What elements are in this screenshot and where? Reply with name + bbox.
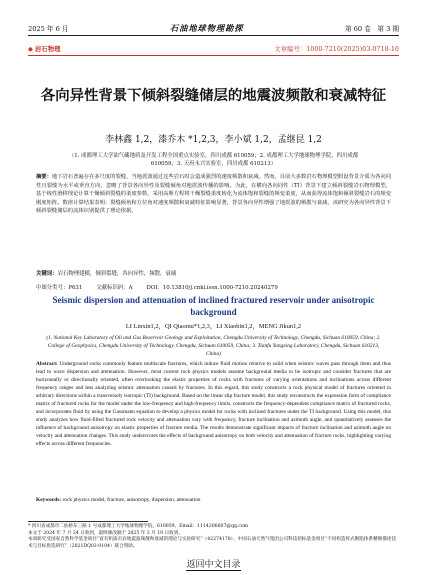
doi: DOI：10.13810/j.cnki.issn.1000-7210.20240279 xyxy=(146,285,278,291)
title-chinese: 各向异性背景下倾斜裂缝储层的地震波频散和衰减特征 xyxy=(40,87,387,104)
clc-number: 中图分类号：P631 xyxy=(36,285,83,291)
section-rule xyxy=(28,55,399,56)
issue-date: 2025 年 6 月 xyxy=(28,25,69,33)
authors-chinese: 李林鑫 1,2，漆乔木 *1,2,3，李小斌 1,2，孟继昆 1,2 xyxy=(105,135,322,145)
abstract-english: Abstract: Underground rocks commonly feature multiscale fractures, which induce fluid motion relative to solid when seismic waves pass through them and thus lead to wave dispersion and attenuation. However, most current rock physics models assume background media to be isotropic and consider fractures that are horizontally or directionally oriented, often overlooking the elastic properties of rocks with fractures of varying orientations and inclinations across different frequency ranges and less analyzing seismic attenuation caused by fractures. In this regard, this study constructs a rock physical model of fractures oriented in arbitrary directions within a transversely isotropic (TI) background. Based on the linear slip fracture model, this study reconstructs the expression form of compliance matrix of fractured rocks for the model under the low-frequency and high-frequency limits, constructs the frequency-dependent compliance matrix of fractured rocks, and incorporates fluid by using the Gassmann equation to develop a physics model for rocks with inclined fractures under the TI background. Using this model, this study analyzes how fluid-filled fractured rock velocity and attenuation vary with frequency, fracture inclination and azimuth angle, and quantitatively assesses the influence of background anisotropy on elastic properties of fracture media. The results demonstrate significant impacts of fracture inclination and azimuth angle on velocity and attenuation changes. This study underscores the effects of background anisotropy on both velocity and attenuation of fracture rocks, highlighting varying effects across different frequencies. xyxy=(36,361,391,448)
footnotes xyxy=(28,524,399,550)
section-bar xyxy=(28,44,399,53)
affiliations-english: (1. National Key Laboratory of Oil and Gas Reservoir Geology and Exploitation, Chengdu University of Technology, Chengdu, Sichuan 610059, China; 2. College of Geophysics, Chengdu University of Technology, Chengdu, Sichuan 610059, China; 3. Tianfu Yongxing Laboratory, Chengdu, Sichuan 610213, China) xyxy=(46,335,381,357)
abstract-label: 摘要： xyxy=(36,174,52,180)
journal-name: 石油地球物理勘探 xyxy=(169,22,244,33)
footnote-item: * 四川省成都市二仙桥东三路 1 号成都理工大学地球物理学院，610059。Email：1114206607@qq.com xyxy=(28,524,249,529)
header-rule xyxy=(28,35,399,36)
affiliations-chinese: （1. 成都理工大学油气藏地质及开发工程全国重点实验室，四川成都 610059；2. 成都理工大学地球物理学院，四川成都 610059；3. 天府永兴实验室，四川成都 610213） xyxy=(68,153,359,168)
authors-english: LI Linxin1,2，QI Qiaomu*1,2,3，LI Xiaobin1,2，MENG Jikun1,2 xyxy=(125,323,302,330)
article-number: 文章编号：1000-7210(2025)03-0718-10 xyxy=(274,45,399,53)
diamond-icon: ◆ xyxy=(28,45,33,53)
abstract-chinese xyxy=(36,173,391,216)
footnote-item: 本文于 2024 年 7 月 24 日收到，最终修改稿于 2025 年 3 月 19 日收到。 xyxy=(28,530,183,536)
volume-issue: 第 60 卷 第 3 期 xyxy=(345,25,399,33)
back-to-toc-link[interactable]: 返回中文目录 xyxy=(186,560,241,570)
keywords-english: Keywords: rock physics model, fracture, anisotropy, dispersion, attenuation xyxy=(36,497,201,503)
document-code: 文献标识码：A xyxy=(96,285,133,291)
footnote-rule xyxy=(28,521,148,522)
classification-line xyxy=(36,283,391,291)
back-to-toc[interactable] xyxy=(0,557,427,570)
running-header xyxy=(28,22,399,34)
title-english: Seismic dispersion and attenuation of inclined fractured reservoir under anisotropic background xyxy=(52,295,375,317)
abstract-text: 地下岩石普遍存在多尺度的裂缝，当地震波通过这些岩石时会造成强烈的速度频散和衰减。然而，目前大多数岩石物理模型假设背景介质为各向同性且裂缝为水平或垂直方向，忽略了背景各向异性及裂缝倾角对地震波传播的影响。为此，在横向各向同性（TI）背景下建立倾斜裂缝岩石物理模型，基于线性滑移理论计算干燥倾斜裂缝的柔度参数，采用高斯方程将干燥裂缝柔度转化为流体饱和裂缝的频变柔度，从而获得流体饱和倾斜裂缝岩石的频变刚度矩阵。数值计算结果表明：裂缝倾角和方位角对速度频散和衰减特征影响显著，背景各向异性增强了地震波的频散与衰减，该研究为各向异性背景下倾斜裂缝储层的流体识别提供了理论依据。 xyxy=(36,174,391,214)
section-label: ◆ 岩石物理 xyxy=(28,45,61,53)
footnote-item: 本项研究受国家自然科学基金项目“富有机质页岩地震波频散和衰减的理论与实验研究”（42274178）、中国石油天然气集团公司科技招标基金项目“不同构造样式断陷体系精细描述技术与目标优选研究”（2021DQ02-0104）联合资助。 xyxy=(28,537,397,549)
keywords-chinese: 关键词：岩石物理建模，倾斜裂缝，各向异性，频散，衰减 xyxy=(36,271,177,277)
